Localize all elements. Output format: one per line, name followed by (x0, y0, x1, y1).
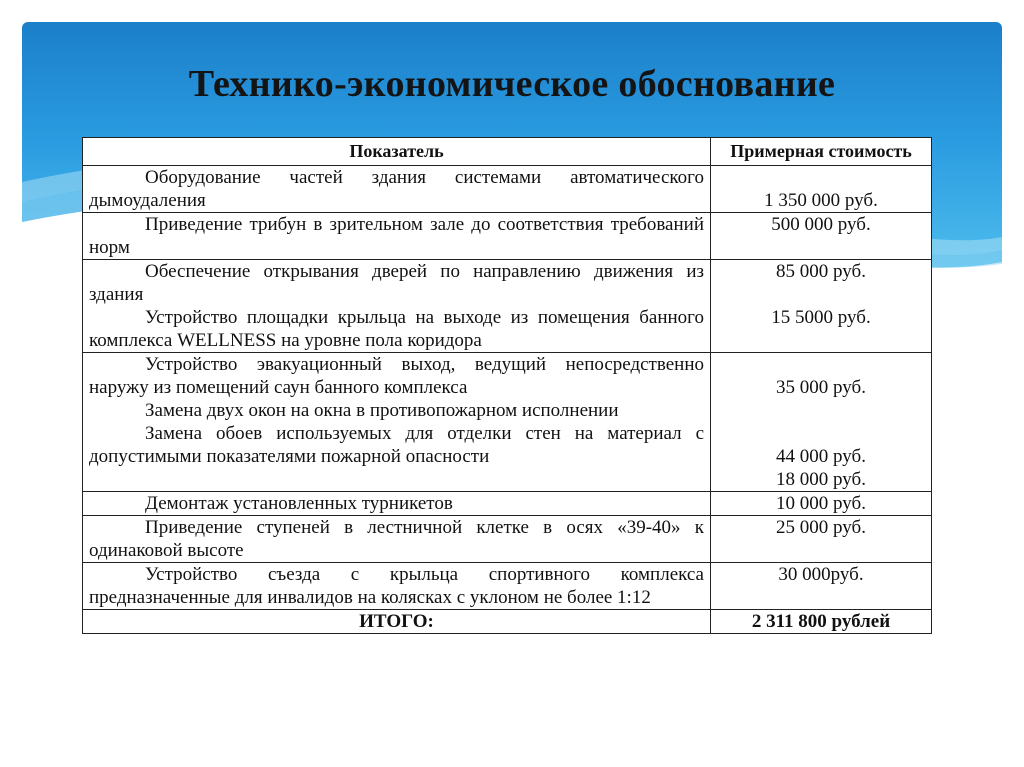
item-cost: 500 000 руб. (771, 214, 871, 235)
item-cost: 35 000 руб. (776, 377, 866, 398)
item-cost: 30 000руб. (778, 564, 864, 585)
item-cost: 44 000 руб. (776, 446, 866, 467)
total-label: ИТОГО: (83, 610, 711, 634)
cost-table-container (82, 137, 931, 634)
item-text: Устройство съезда с крыльца спортивного комплекса предназначенные для инвалидов на колясках с уклоном не более 1:12 (89, 564, 704, 608)
table-header-row (83, 138, 932, 166)
table-row (83, 563, 932, 610)
item-cost: 10 000 руб. (776, 493, 866, 514)
table-row (83, 516, 932, 563)
page-title: Технико-экономическое обоснование (188, 63, 836, 105)
table-row (83, 213, 932, 260)
item-text: Оборудование частей здания системами автоматического дымоудаления (89, 167, 704, 211)
table-total-row (83, 610, 932, 634)
table-row (83, 353, 932, 492)
item-text: Демонтаж установленных турникетов (145, 493, 453, 514)
header-indicator: Показатель (83, 138, 711, 166)
item-text: Приведение трибун в зрительном зале до соответствия требований норм (89, 214, 704, 258)
total-value: 2 311 800 рублей (711, 610, 932, 634)
table-row (83, 260, 932, 353)
header-cost: Примерная стоимость (711, 138, 932, 166)
item-text: Приведение ступеней в лестничной клетке в осях «39-40» к одинаковой высоте (89, 517, 704, 561)
item-cost: 15 5000 руб. (771, 307, 871, 328)
item-text: Устройство эвакуационный выход, ведущий непосредственно наружу из помещений саун банного комплекса (89, 354, 704, 398)
item-cost: 1 350 000 руб. (764, 190, 878, 211)
item-cost: 25 000 руб. (776, 517, 866, 538)
table-row (83, 492, 932, 516)
item-cost: 85 000 руб. (776, 261, 866, 282)
item-cost: 18 000 руб. (776, 469, 866, 490)
item-text: Устройство площадки крыльца на выходе из помещения банного комплекса WELLNESS на уровне пола коридора (89, 307, 704, 351)
item-text: Замена обоев используемых для отделки стен на материал с допустимыми показателями пожарной опасности (89, 423, 704, 467)
item-text: Замена двух окон на окна в противопожарном исполнении (145, 400, 619, 421)
item-text: Обеспечение открывания дверей по направлению движения из здания (89, 261, 704, 305)
cost-table (82, 137, 932, 634)
table-row (83, 166, 932, 213)
